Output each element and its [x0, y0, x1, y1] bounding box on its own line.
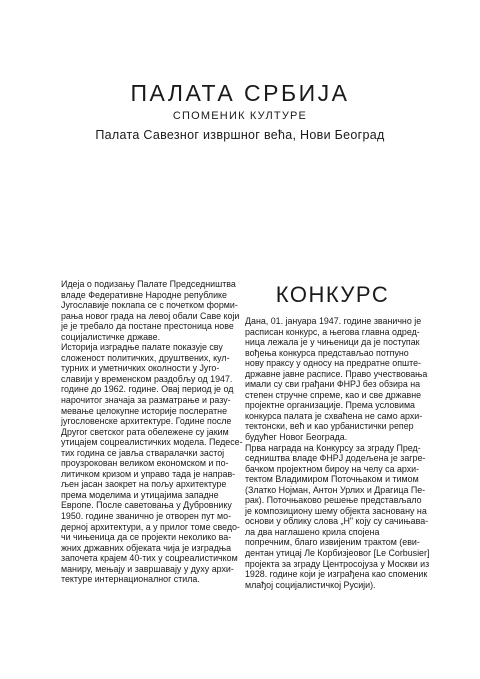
left-column-text — [61, 279, 243, 585]
text-line: Другог светског рата обележене су јаким — [61, 426, 229, 437]
text-line: љен јасан заокрет на пољу архитектуре — [61, 479, 227, 490]
text-line: социјалистичке државе. — [61, 331, 161, 342]
text-line: дентан утицај Ле Корбизјеовог [Le Corbusier] — [245, 548, 430, 559]
right-column-text — [245, 316, 430, 590]
text-line: је композициону шему објекта засновану на — [245, 505, 427, 516]
text-line: славији у временском раздобљу од 1947. — [61, 373, 233, 384]
text-line: степен стручне спреме, као и све државне — [245, 389, 422, 400]
text-line: проузрокован великом економском и по- — [61, 458, 229, 469]
text-line: Идеја о подизању Палате Председништва — [61, 279, 236, 289]
text-line: (Златко Нојман, Антон Урлих и Драгица Пе- — [245, 484, 426, 495]
text-line: пројекта за зграду Центросојуза у Москви из — [245, 558, 430, 569]
text-line: попречним, благо извијеним трактом (еви- — [245, 537, 420, 548]
text-line: 1950. године званично је отворен пут мо- — [61, 511, 232, 522]
text-line: владе Федеративне Народне републике — [61, 289, 227, 300]
text-line: тектонски, већ и као урбанистички репер — [245, 421, 414, 432]
text-line: рак). Поточњаково решење представљало — [245, 495, 422, 506]
text-line: дерној архитектури, а у прилог томе сведо- — [61, 521, 240, 532]
section-heading-konkurs: КОНКУРС — [275, 282, 390, 307]
text-line: ла два наглашено крила спојена — [245, 526, 380, 537]
text-line: је је требало да постане престоница нове — [61, 321, 234, 332]
text-line: државне јавне расписе. Право учествовања — [245, 368, 428, 379]
text-line: према моделима и утицајима западне — [61, 489, 219, 500]
text-line: ница лежала је у чињеници да је поступак — [245, 337, 420, 348]
text-line: турних и уметничких околности у Југо- — [61, 363, 220, 374]
text-line: чи чињеница да се пројекти неколико ва- — [61, 532, 232, 543]
text-line: седништва владе ФНРЈ додељена је загре- — [245, 453, 426, 464]
text-line: конкурса палата је схваћена не само архи- — [245, 410, 423, 421]
text-line: литичком кризом и управо тада је направ- — [61, 468, 236, 479]
text-line: тектуре интернационалног стила. — [61, 574, 200, 585]
text-line: Дана, 01. јануара 1947. године званично је — [245, 316, 422, 326]
text-line: имали су сви грађани ФНРЈ без обзира на — [245, 379, 421, 390]
text-line: жних државних објеката чија је изградња — [61, 542, 232, 553]
text-line: пројектне организације. Према условима — [245, 400, 415, 411]
text-line: Југославије поклапа се с почетком форми- — [61, 300, 238, 311]
text-line: мевање целокупне историје послератне — [61, 405, 228, 416]
text-line: Европе. После саветовања у Дубровнику — [61, 500, 232, 511]
text-line: рања новог града на левој обали Саве који — [61, 310, 240, 321]
text-line: започета крајем 40-тих у соцреалистичком — [61, 553, 238, 564]
text-line: нову праксу у односу на предратне опште- — [245, 358, 421, 369]
text-line: тих година се јавља стваралачки застој — [61, 447, 225, 458]
text-line: 1928. године који је изграђена као споменик — [245, 569, 428, 580]
text-line: године до 1962. године. Овај период је од — [61, 384, 234, 395]
text-line: бачком пројектном бироу на челу са архи- — [245, 463, 420, 474]
page-title: ПАЛАТА СРБИЈА — [130, 80, 350, 106]
building-location: Палата Савезног извршног већа, Нови Београд — [95, 128, 385, 142]
text-line: Прва награда на Конкурсу за зграду Пред- — [245, 442, 421, 453]
text-line: млађој социјалистичкој Русији). — [245, 579, 376, 590]
text-line: југословенске архитектуре. Године после — [61, 416, 232, 427]
text-line: тектом Владимиром Поточњаком и тимом — [245, 474, 419, 485]
page-subtitle: СПОМЕНИК КУЛТУРЕ — [172, 110, 308, 122]
text-line: расписан конкурс, а његова главна одред- — [245, 326, 420, 337]
text-line: маниру, мењају и завршавају у духу архи- — [61, 563, 234, 574]
text-line: нарочитог значаја за разматрање и разу- — [61, 395, 231, 406]
text-line: сложеност политичких, друштвених, кул- — [61, 352, 230, 363]
text-line: Историја изградње палате показује сву — [61, 342, 223, 353]
text-line: вођења конкурса представљао потпуно — [245, 347, 409, 358]
text-line: утицајем соцреалистичких модела. Педесе- — [61, 437, 243, 448]
text-line: будућег Новог Београда. — [245, 432, 348, 443]
text-line: основи у облику слова „Н" коју су сачињава- — [245, 516, 429, 527]
